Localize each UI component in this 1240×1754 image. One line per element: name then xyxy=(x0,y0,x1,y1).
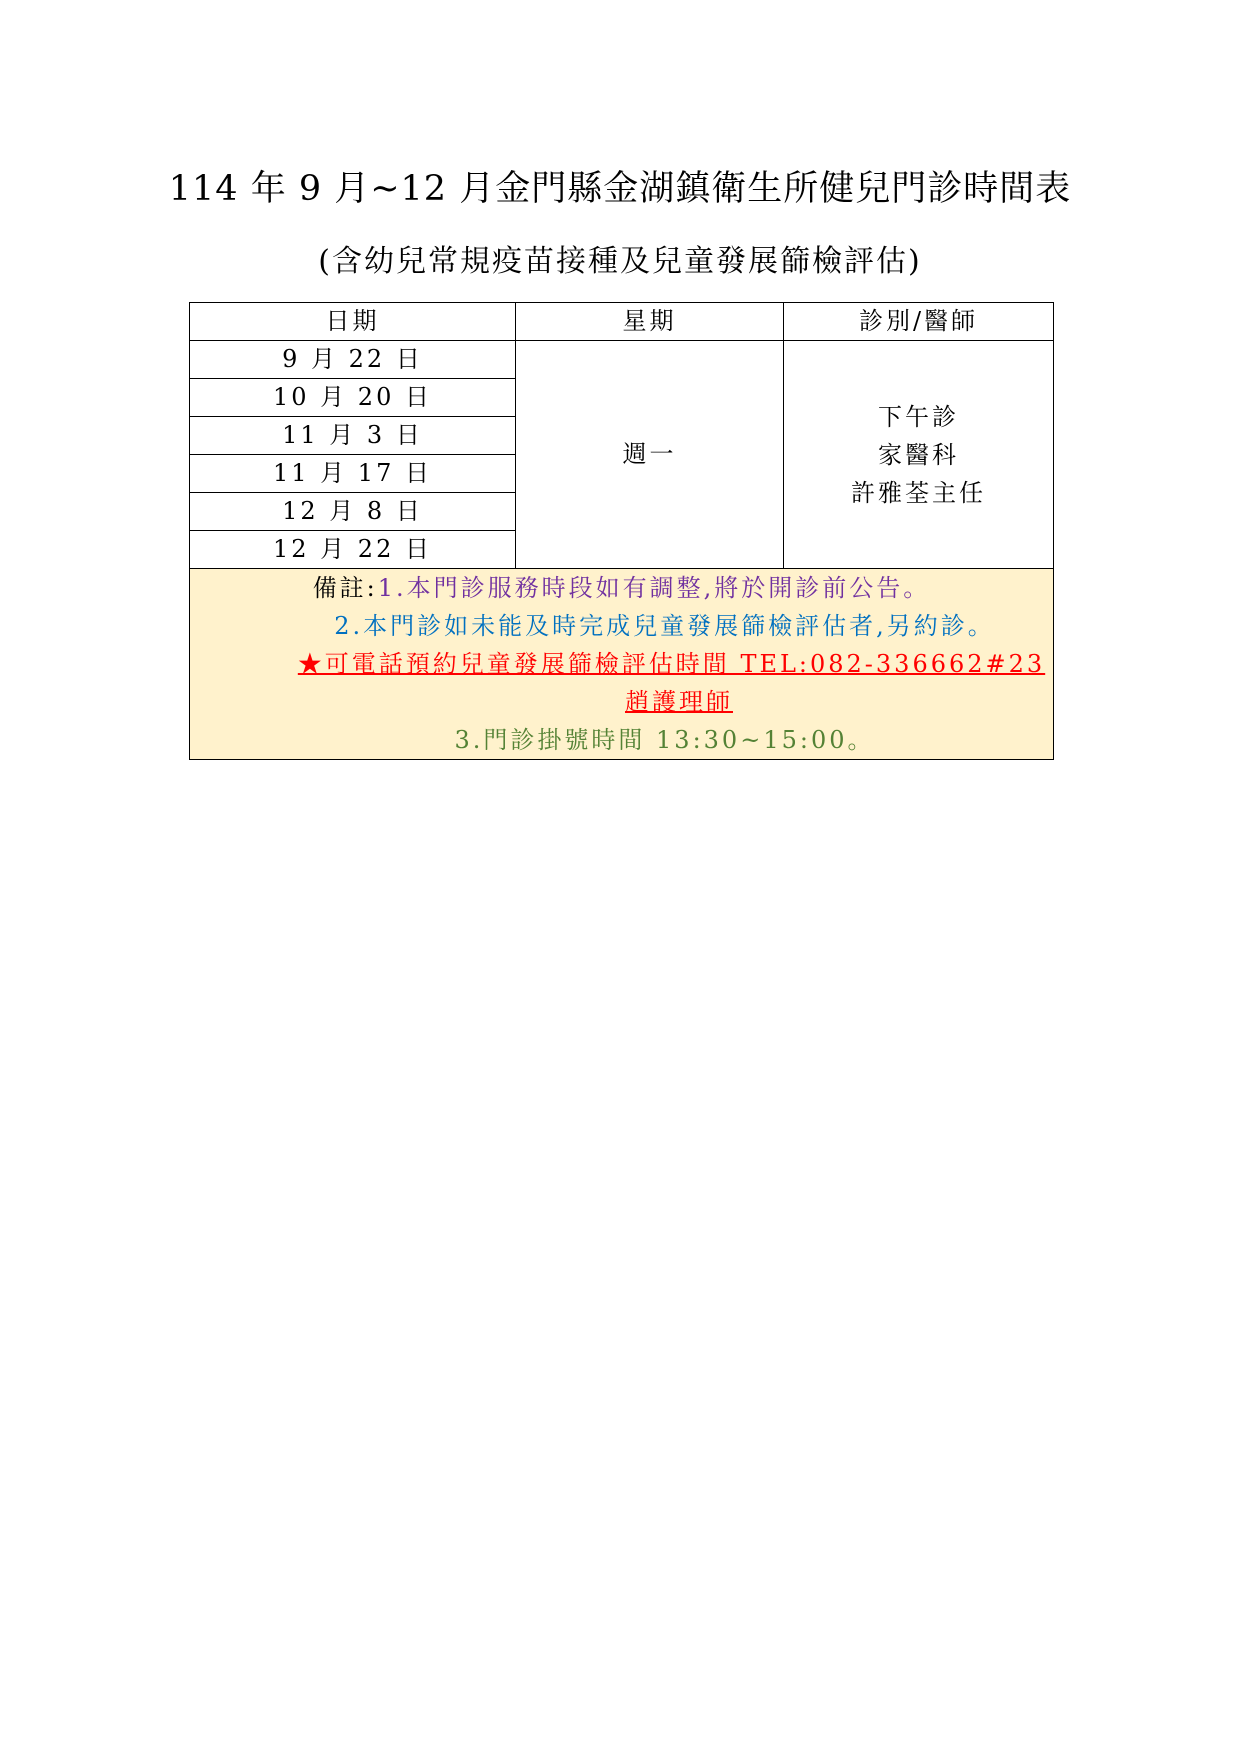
note-star-phone: ★可電話預約兒童發展篩檢評估時間 TEL:082-336662#23 xyxy=(297,650,1046,678)
doctor-label: 許雅荃主任 xyxy=(851,478,986,507)
note-star-line xyxy=(190,645,1053,683)
page-title: 114 年 9 月~12 月金門縣金湖鎮衛生所健兒門診時間表 xyxy=(168,169,1072,209)
header-row xyxy=(190,303,1054,341)
note-item-2: 2.本門診如未能及時完成兒童發展篩檢評估者,另約診。 xyxy=(334,612,995,640)
date-cell: 9 月 22 日 xyxy=(190,341,516,379)
schedule-table xyxy=(189,302,1054,760)
notes-row xyxy=(190,569,1054,760)
specialty-label: 家醫科 xyxy=(878,440,959,469)
date-cell: 11 月 17 日 xyxy=(190,455,516,493)
session-label: 下午診 xyxy=(878,402,959,431)
table-row xyxy=(190,341,1054,379)
header-date: 日期 xyxy=(190,303,516,341)
note-item-1: 1.本門診服務時段如有調整,將於開診前公告。 xyxy=(377,574,931,602)
date-cell: 12 月 22 日 xyxy=(190,531,516,569)
date-cell: 10 月 20 日 xyxy=(190,379,516,417)
notes-cell xyxy=(190,569,1054,760)
note-star-contact: 趙護理師 xyxy=(625,688,733,716)
note-item-3: 3.門診掛號時間 13:30~15:00。 xyxy=(454,726,875,754)
weekday-cell: 週一 xyxy=(516,341,784,569)
notes-label: 備註: xyxy=(312,574,378,602)
note-star-contact-line xyxy=(190,683,1053,721)
header-weekday: 星期 xyxy=(516,303,784,341)
date-cell: 11 月 3 日 xyxy=(190,417,516,455)
notes-first-line xyxy=(190,569,1053,607)
page-subtitle: (含幼兒常規疫苗接種及兒童發展篩檢評估) xyxy=(318,244,922,279)
date-cell: 12 月 8 日 xyxy=(190,493,516,531)
department-cell xyxy=(784,341,1054,569)
header-department: 診別/醫師 xyxy=(784,303,1054,341)
